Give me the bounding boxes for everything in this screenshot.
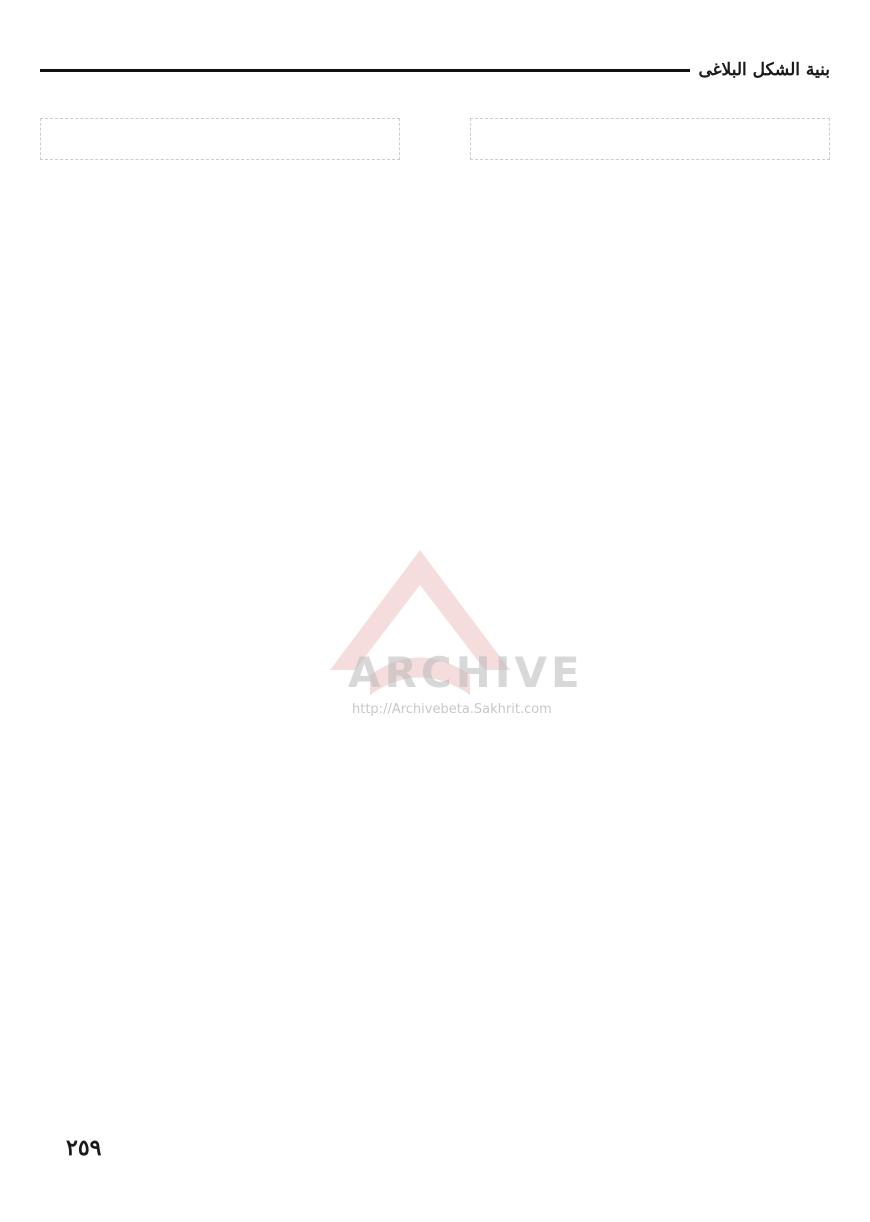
running-head: بنية الشكل البلاغى (698, 60, 830, 80)
right-column-placeholder (470, 118, 830, 160)
left-column-placeholder (40, 118, 400, 160)
watermark-url: http://Archivebeta.Sakhrit.com (352, 702, 552, 717)
page-number: ٢٥٩ (66, 1135, 102, 1161)
watermark-text: ARCHIVE (348, 648, 584, 697)
header-rule (40, 69, 690, 72)
page-header (40, 58, 830, 88)
